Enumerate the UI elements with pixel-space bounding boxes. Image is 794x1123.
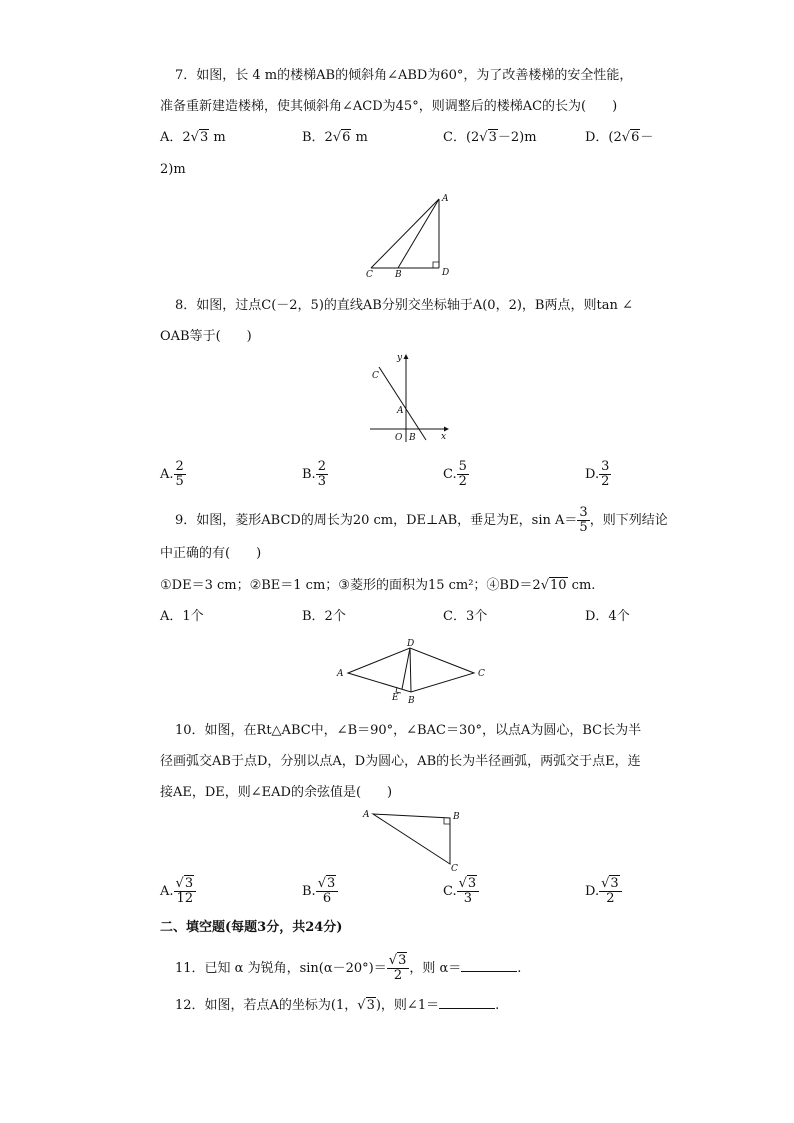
q10-triangle xyxy=(373,814,450,864)
q9-line3-text: ①DE＝3 cm；②BE＝1 cm；③菱形的面积为15 cm²；④BD＝2 xyxy=(160,578,541,593)
denominator: 5 xyxy=(579,520,588,535)
q9-label-e: E xyxy=(392,693,399,703)
q12-period: . xyxy=(495,998,500,1013)
q7-option-b-suffix: m xyxy=(351,130,368,145)
q8-option-d-label: D. xyxy=(585,467,600,482)
numerator: 2 xyxy=(175,459,184,474)
denominator: 3 xyxy=(463,891,473,906)
denominator: 12 xyxy=(176,891,194,906)
q7-option-d-radicand: 6 xyxy=(631,130,640,145)
q7-option-d-suffix: － xyxy=(640,130,654,145)
sqrt-symbol: √3 xyxy=(190,130,209,145)
denominator: 3 xyxy=(317,474,326,489)
q8-line1: 8．如图，过点C(－2，5)的直线AB分别交坐标轴于A(0，2)，B两点，则tan ∠ xyxy=(175,298,633,313)
q9-label-a: A xyxy=(337,669,344,679)
q10-option-d-label: D. xyxy=(585,884,600,899)
denominator: 6 xyxy=(322,891,332,906)
q9-rhombus-figure xyxy=(334,636,494,706)
q7-option-c-suffix: －2)m xyxy=(497,130,537,145)
q9-option-c[interactable]: C．3个 xyxy=(443,609,488,624)
q8-line2: OAB等于( ) xyxy=(160,329,252,344)
q9-label-d: D xyxy=(407,639,415,649)
fraction xyxy=(316,460,328,489)
q9-option-b[interactable]: B．2个 xyxy=(302,609,346,624)
q7-option-a-prefix: A．2 xyxy=(160,130,191,145)
q8-x-arrow xyxy=(444,427,449,432)
q9-line1 xyxy=(175,506,668,535)
sqrt-symbol: √10 xyxy=(540,578,567,593)
q8-option-a-label: A. xyxy=(160,467,174,482)
q7-option-d[interactable] xyxy=(585,128,653,148)
fraction xyxy=(599,460,611,489)
q9-label-b: B xyxy=(408,696,415,706)
q7-option-c-prefix: C．(2 xyxy=(443,130,480,145)
q9-line-de xyxy=(402,648,410,689)
numerator: 2 xyxy=(317,459,326,474)
q7-option-c-radicand: 3 xyxy=(488,130,497,145)
q7-line1: 7．如图，长 4 m的楼梯AB的倾斜角∠ABD为60°，为了改善楼梯的安全性能， xyxy=(175,68,633,83)
q7-option-a-radicand: 3 xyxy=(199,130,209,145)
q8-coordinate-figure xyxy=(364,350,454,445)
q9-line1-text: 9．如图，菱形ABCD的周长为20 cm，DE⊥AB，垂足为E，sin A＝ xyxy=(175,513,578,528)
q10-label-b: B xyxy=(453,812,460,822)
denominator: 2 xyxy=(393,968,403,983)
q8-y-arrow xyxy=(404,354,409,359)
q7-option-c[interactable] xyxy=(443,128,537,148)
denominator: 2 xyxy=(601,474,610,489)
sqrt-symbol: √6 xyxy=(621,130,640,145)
q8-option-c[interactable] xyxy=(443,460,469,489)
q8-option-c-label: C. xyxy=(443,467,457,482)
numerator: 5 xyxy=(458,459,467,474)
fraction xyxy=(174,877,197,906)
fraction xyxy=(316,877,339,906)
q7-option-a-suffix: m xyxy=(209,130,226,145)
denominator: 2 xyxy=(458,474,467,489)
q9-label-c: C xyxy=(478,669,485,679)
numerator: √3 xyxy=(387,954,410,969)
q9-line1-tail: ，则下列结论 xyxy=(589,513,668,528)
q7-option-d-prefix: D．(2 xyxy=(585,130,622,145)
radicand: 3 xyxy=(467,876,477,891)
fraction xyxy=(457,460,469,489)
q10-option-d[interactable] xyxy=(585,877,622,906)
q7-label-b: B xyxy=(395,270,402,280)
q8-option-b[interactable] xyxy=(302,460,328,489)
radicand: 3 xyxy=(610,876,619,891)
q10-line2: 径画弧交AB于点D，分别以点A，D为圆心，AB的长为半径画弧，两弧交于点E，连 xyxy=(160,754,641,769)
q7-option-b[interactable] xyxy=(302,128,368,148)
numerator: 3 xyxy=(601,459,610,474)
q12-line xyxy=(175,994,499,1016)
q7-option-a[interactable] xyxy=(160,128,226,148)
numerator: √3 xyxy=(316,877,339,892)
q10-option-a[interactable] xyxy=(160,877,196,906)
q9-line3 xyxy=(160,576,595,596)
fraction xyxy=(577,506,589,535)
q7-line-ba xyxy=(398,199,439,268)
q10-option-b[interactable] xyxy=(302,877,338,906)
fraction xyxy=(387,954,410,983)
radicand: 3 xyxy=(326,876,336,891)
q10-option-c-label: C. xyxy=(443,884,457,899)
q11-line xyxy=(175,954,521,983)
denominator: 2 xyxy=(606,891,615,906)
q7-label-a: A xyxy=(442,194,449,204)
q10-line3: 接AE，DE，则∠EAD的余弦值是( ) xyxy=(160,785,393,800)
q12-text: 12．如图，若点A的坐标为(1， xyxy=(175,998,358,1013)
q12-text-tail: )，则∠1＝ xyxy=(375,998,440,1013)
q7-label-d: D xyxy=(442,268,450,278)
radicand: 3 xyxy=(398,953,407,968)
q7-right-angle-mark xyxy=(433,262,439,268)
q7-line2: 准备重新建造楼梯，使其倾斜角∠ACD为45°，则调整后的楼梯AC的长为( ) xyxy=(160,99,618,114)
q11-period: . xyxy=(517,961,522,976)
numerator: 3 xyxy=(579,505,588,520)
q9-line3-tail: cm. xyxy=(567,578,596,593)
q10-option-b-label: B. xyxy=(302,884,316,899)
q8-option-d[interactable] xyxy=(585,460,611,489)
q11-text-tail: ，则 α＝ xyxy=(409,961,462,976)
q7-option-b-radicand: 6 xyxy=(342,130,351,145)
sqrt-symbol: √3 xyxy=(357,998,375,1013)
q10-label-a: A xyxy=(363,810,370,820)
q8-label-o: O xyxy=(395,433,403,443)
radicand: 3 xyxy=(184,876,194,891)
q10-option-c[interactable] xyxy=(443,877,479,906)
denominator: 5 xyxy=(175,474,184,489)
q9-option-a[interactable]: A．1个 xyxy=(160,609,204,624)
q7-line-ca xyxy=(371,199,439,268)
section-heading: 二、填空题(每题3分，共24分) xyxy=(160,920,343,935)
radicand: 10 xyxy=(549,578,567,593)
q7-label-c: C xyxy=(366,270,373,280)
q8-label-x: x xyxy=(441,432,447,442)
q8-label-y: y xyxy=(397,353,403,363)
q12-answer-blank[interactable] xyxy=(439,994,495,1009)
numerator: √3 xyxy=(457,877,480,892)
q10-right-angle-mark xyxy=(444,818,450,824)
q8-label-c: C xyxy=(372,371,379,381)
q9-option-d[interactable]: D．4个 xyxy=(585,609,630,624)
q7-stair-figure xyxy=(360,188,460,280)
q7-option-b-prefix: B．2 xyxy=(302,130,333,145)
numerator: √3 xyxy=(599,877,622,892)
q8-label-b: B xyxy=(409,433,416,443)
q10-line1: 10．如图，在Rt△ABC中，∠B＝90°，∠BAC＝30°，以点A为圆心，BC长为半 xyxy=(175,723,642,738)
radicand: 3 xyxy=(366,998,375,1013)
fraction xyxy=(174,460,186,489)
q8-label-a: A xyxy=(397,406,404,416)
sqrt-symbol: √6 xyxy=(332,130,351,145)
numerator: √3 xyxy=(174,877,197,892)
q7-option-d-wrap: 2)m xyxy=(160,162,186,177)
q10-label-c: C xyxy=(451,864,458,874)
q8-option-b-label: B. xyxy=(302,467,316,482)
q11-answer-blank[interactable] xyxy=(461,957,517,972)
q10-option-a-label: A. xyxy=(160,884,174,899)
fraction xyxy=(599,877,622,906)
q8-option-a[interactable] xyxy=(160,460,186,489)
fraction xyxy=(457,877,480,906)
q11-text: 11．已知 α 为锐角，sin(α－20°)＝ xyxy=(175,961,387,976)
q9-line-db xyxy=(410,648,411,692)
sqrt-symbol: √3 xyxy=(479,130,497,145)
q9-line2: 中正确的有( ) xyxy=(160,546,262,561)
q10-triangle-figure xyxy=(358,805,468,875)
